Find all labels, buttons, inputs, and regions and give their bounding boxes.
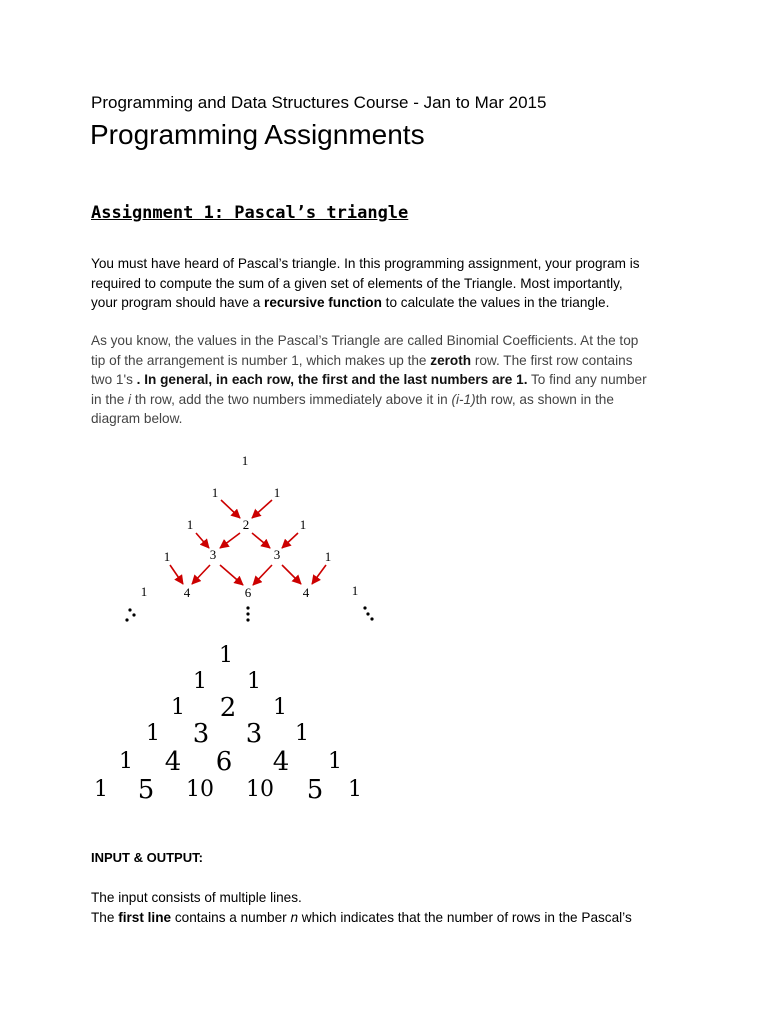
page-title: Programming Assignments [90, 119, 425, 150]
explain-paragraph [91, 331, 691, 429]
io-line-1: The input consists of multiple lines. [91, 890, 302, 905]
triangle-cell: 10 [186, 777, 214, 802]
diagram-row1-num-2: 1 [273, 485, 281, 500]
diagram-row0-num: 1 [241, 453, 249, 468]
triangle-cell: 5 [137, 775, 155, 805]
triangle-cell: 6 [215, 747, 233, 777]
explain-line-4-post2: th row, as shown in the [475, 391, 614, 407]
arrow [220, 565, 243, 585]
i-variable: i [128, 391, 132, 407]
first-line-emphasis: first line [118, 909, 172, 925]
arrow [282, 565, 301, 584]
explain-line-4-pre: in the [91, 391, 129, 407]
arrow [192, 565, 210, 584]
diagram-row1-num-1: 1 [211, 485, 219, 500]
triangle-cell: 3 [245, 719, 263, 749]
diagram-arrows [170, 500, 326, 585]
io-line-2-pre: The [91, 909, 119, 925]
pascal-arrow-diagram [110, 445, 390, 630]
intro-line-2: required to compute the sum of a given set of elements of the Triangle. Most importantly, [91, 275, 623, 291]
triangle-cell: 2 [219, 693, 237, 723]
n-variable: n [290, 909, 299, 925]
explain-line-4-post: th row, add the two numbers immediately above it in [131, 391, 452, 407]
arrow [252, 533, 270, 548]
arrow [220, 533, 240, 548]
arrow [253, 565, 272, 585]
triangle-cell: 1 [119, 749, 133, 774]
diagram-row4-num-1: 1 [140, 584, 148, 599]
diagram-row3-num-2: 3 [209, 547, 217, 562]
continuation-dots [125, 606, 373, 621]
i-minus-1-variable: (i-1) [451, 391, 476, 407]
io-heading: INPUT & OUTPUT: [91, 850, 203, 865]
general-rule-emphasis: . In general, in each row, the first and the last numbers are 1. [136, 372, 528, 388]
diagram-row3-num-4: 1 [324, 549, 332, 564]
arrow [196, 533, 209, 548]
triangle-cell: 1 [219, 643, 233, 668]
explain-line-3 [91, 370, 691, 390]
io-line-2 [91, 908, 691, 928]
triangle-cell: 1 [146, 721, 160, 746]
io-line-2-post: which indicates that the number of rows in the Pascal’s [298, 909, 632, 925]
zeroth-emphasis: zeroth [430, 352, 472, 368]
diagram-row2-num-3: 1 [299, 517, 307, 532]
recursive-function-emphasis: recursive function [264, 295, 382, 311]
triangle-cell: 3 [192, 719, 210, 749]
intro-line-1: You must have heard of Pascal’s triangle. In this programming assignment, your program is [91, 256, 640, 271]
triangle-cell: 1 [273, 695, 287, 720]
explain-line-2 [91, 351, 691, 371]
diagram-row2-num-2: 2 [242, 517, 250, 532]
explain-line-1: As you know, the values in the Pascal’s Triangle are called Binomial Coefficients. At the top [91, 333, 639, 348]
arrow [221, 500, 240, 518]
diagram-row4-num-2: 4 [183, 585, 191, 600]
arrow [252, 500, 272, 518]
pascal-triangle-large [80, 640, 380, 810]
explain-line-3-post: To find any number [527, 372, 647, 388]
explain-line-2-pre: tip of the arrangement is number 1, which makes up the [91, 352, 431, 368]
intro-paragraph [91, 254, 691, 313]
triangle-cell: 4 [164, 747, 182, 777]
explain-line-2-post: row. The first row contains [471, 352, 633, 368]
arrow [312, 565, 326, 584]
explain-line-3-pre: two 1's [91, 372, 137, 388]
triangle-cell: 5 [306, 775, 324, 805]
diagram-row4-num-3: 6 [244, 585, 252, 600]
explain-line-4 [91, 390, 691, 410]
diagram-row2-num-1: 1 [186, 517, 194, 532]
triangle-cell: 1 [295, 721, 309, 746]
triangle-cell: 10 [246, 777, 274, 802]
intro-line-3-pre: your program should have a [91, 295, 265, 311]
arrow [170, 565, 183, 584]
course-title: Programming and Data Structures Course - Jan to Mar 2015 [91, 93, 547, 112]
triangle-cell: 4 [272, 747, 290, 777]
explain-line-5: diagram below. [91, 411, 183, 427]
io-line-2-mid: contains a number [171, 909, 291, 925]
io-paragraph [91, 888, 691, 927]
intro-line-3 [91, 293, 691, 313]
intro-line-3-post: to calculate the values in the triangle. [381, 295, 610, 311]
diagram-row4-num-5: 1 [351, 583, 359, 598]
assignment-heading: Assignment 1: Pascal’s triangle [91, 203, 409, 223]
diagram-row4-num-4: 4 [302, 585, 310, 600]
diagram-row3-num-3: 3 [273, 547, 281, 562]
triangle-cell: 1 [348, 777, 362, 802]
triangle-cell: 1 [171, 695, 185, 720]
triangle-numbers [94, 643, 362, 805]
arrow [282, 533, 298, 548]
triangle-cell: 1 [328, 749, 342, 774]
diagram-row3-num-1: 1 [163, 549, 171, 564]
triangle-cell: 1 [193, 669, 207, 694]
triangle-cell: 1 [94, 777, 108, 802]
triangle-cell: 1 [247, 669, 261, 694]
